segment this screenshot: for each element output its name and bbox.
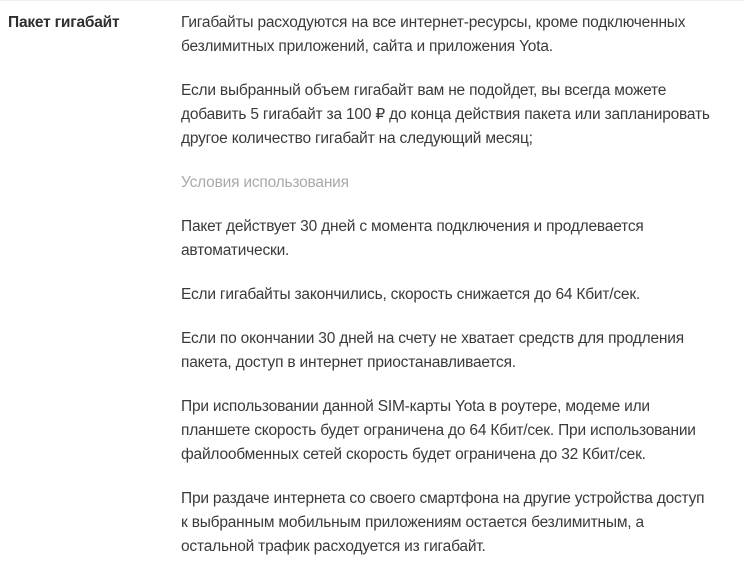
paragraph-insufficient-funds: Если по окончании 30 дней на счету не хватает средств для продления пакета, доступ в интернет приостанавливается. [181, 330, 684, 371]
package-description [181, 11, 713, 579]
term-label: Пакет гигабайт [8, 14, 120, 31]
paragraph-gigabytes-usage: Гигабайты расходуются на все интернет-ресурсы, кроме подключенных безлимитных приложений, сайта и приложения Yota. [181, 14, 686, 55]
paragraph-speed-reduction: Если гигабайты закончились, скорость снижается до 64 Кбит/сек. [181, 286, 641, 303]
paragraph-sim-device-restrictions: При использовании данной SIM-карты Yota в роутере, модеме или планшете скорость будет ограничена до 64 Кбит/сек. При использовании файлообменных сетей скорость будет ограничена до 32 Кбит/сек. [181, 398, 696, 463]
paragraph-package-duration: Пакет действует 30 дней с момента подключения и продлевается автоматически. [181, 218, 644, 259]
paragraph-add-gigabytes: Если выбранный объем гигабайт вам не подойдет, вы всегда можете добавить 5 гигабайт за 100 ₽ до конца действия пакета или запланировать другое количество гигабайт на следующий месяц; [181, 82, 710, 147]
paragraph-tethering: При раздаче интернета со своего смартфона на другие устройства доступ к выбранным мобильным приложениям остается безлимитным, а остальной трафик расходуется из гигабайт. [181, 490, 705, 555]
subheading-usage-terms: Условия использования [181, 174, 349, 191]
